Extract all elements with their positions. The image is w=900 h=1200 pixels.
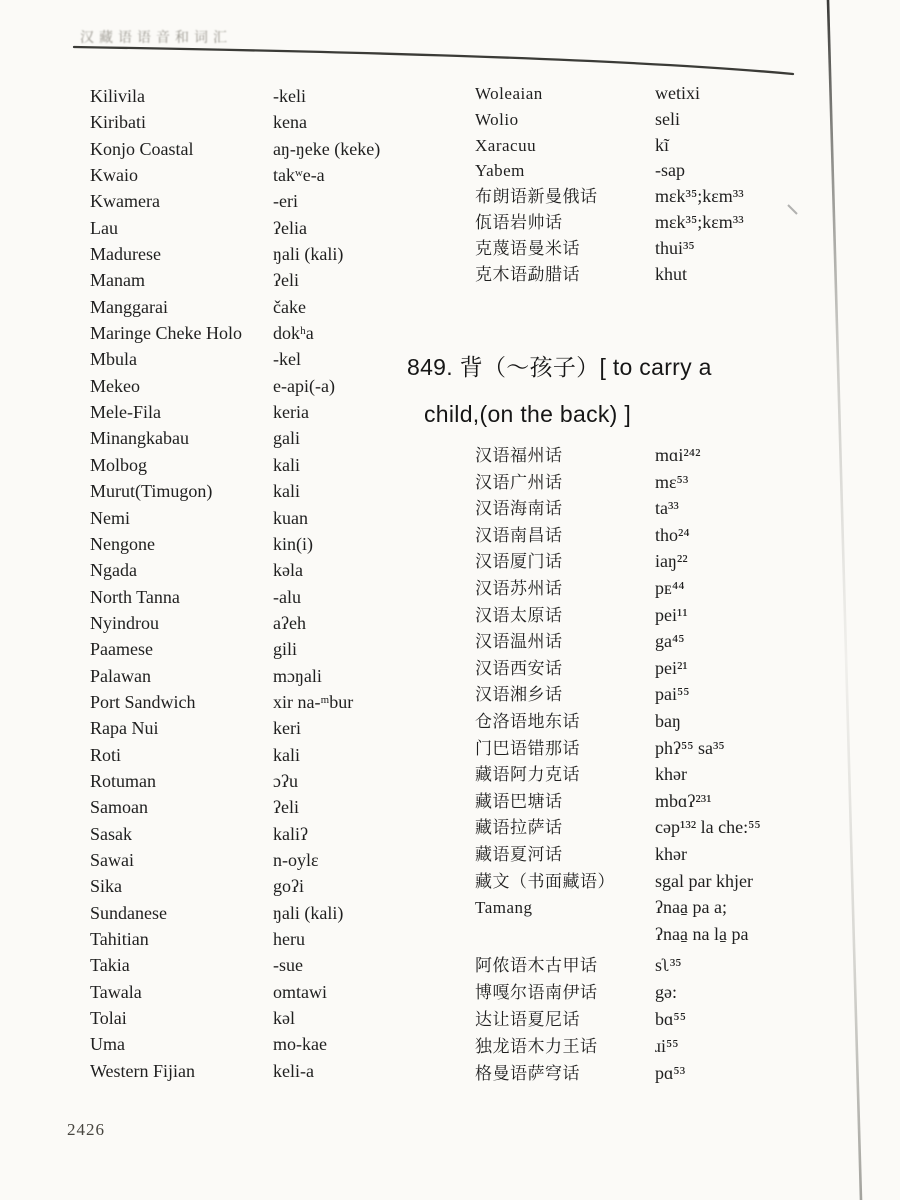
form-value: keria <box>273 402 309 423</box>
entry-row <box>90 557 380 583</box>
language-name: Sika <box>90 876 123 897</box>
language-name: Kwaio <box>90 165 138 186</box>
language-name: 藏文（书面藏语） <box>475 871 615 891</box>
language-name: Nemi <box>90 507 130 528</box>
form-value: pei¹¹ <box>655 604 688 625</box>
form-value: ʔeli <box>273 797 299 818</box>
language-name: Manggarai <box>90 296 168 317</box>
form-value: kĩ <box>655 134 670 155</box>
language-name: Lau <box>90 217 118 238</box>
entry-row <box>90 531 380 557</box>
entry-row <box>475 522 761 549</box>
language-name: Samoan <box>90 797 148 818</box>
form-value: pei²¹ <box>655 657 688 678</box>
form-value: ta³³ <box>655 498 679 519</box>
entry-row <box>475 1060 686 1087</box>
entry-row <box>90 663 380 689</box>
entry-row <box>475 442 761 469</box>
form-value: seli <box>655 108 680 129</box>
language-name: Nengone <box>90 533 155 554</box>
form-value: e-api(-a) <box>273 375 335 396</box>
entry-row <box>90 715 380 741</box>
language-name: 布朗语新曼俄话 <box>475 187 598 207</box>
language-name: Uma <box>90 1034 125 1055</box>
language-name: 格曼语萨穹话 <box>475 1064 580 1083</box>
language-name: 汉语温州话 <box>475 632 563 652</box>
language-name: 汉语西安话 <box>475 658 563 678</box>
left-column <box>90 83 380 1084</box>
entry-row <box>475 735 761 762</box>
language-name: Rotuman <box>90 770 156 791</box>
form-value: ʔnaa̱ na la̱ pa <box>655 923 749 944</box>
language-name: Konjo Coastal <box>90 138 194 159</box>
form-value: dokʰa <box>273 323 314 344</box>
language-name: Kilivila <box>90 86 145 106</box>
language-name: 藏语夏河话 <box>475 844 563 864</box>
entry-row <box>475 655 761 682</box>
form-value: mbɑʔ²³¹ <box>655 790 712 811</box>
entry-row <box>90 794 380 820</box>
entry-row <box>90 136 380 162</box>
form-value: ga⁴⁵ <box>655 631 685 652</box>
entry-row <box>475 575 761 602</box>
entry-row <box>90 952 380 978</box>
language-name: 汉语海南话 <box>475 499 563 519</box>
form-value: ŋali (kali) <box>273 902 344 923</box>
form-value: mɛ⁵³ <box>655 471 689 492</box>
entry-row <box>90 320 380 346</box>
form-value: heru <box>273 929 305 949</box>
form-value: mɔŋali <box>273 665 322 686</box>
form-value: mɛk³⁵;kɛm³³ <box>655 186 744 207</box>
entry-row <box>90 452 380 478</box>
language-name: 克木语勐腊话 <box>475 264 580 284</box>
form-value: omtawi <box>273 981 327 1002</box>
form-value: n-oylɛ <box>273 849 319 870</box>
language-name: Port Sandwich <box>90 691 196 712</box>
entry-row <box>90 399 380 425</box>
entry-row <box>90 821 380 847</box>
language-name: 佤语岩帅话 <box>475 212 563 232</box>
language-name: North Tanna <box>90 586 180 607</box>
language-name: Tawala <box>90 981 142 1002</box>
language-name: Tahitian <box>90 929 149 949</box>
header-rule-line <box>74 47 793 74</box>
entry-row <box>475 952 686 979</box>
form-value: sʅ³⁵ <box>655 955 682 975</box>
entry-row <box>475 841 761 868</box>
form-value: -kel <box>273 349 301 370</box>
entry-row <box>475 979 686 1006</box>
form-value: xir na-ᵐbur <box>273 691 354 712</box>
language-name: 克蔑语曼米话 <box>475 238 580 258</box>
entry-row <box>90 742 380 768</box>
entry-row <box>475 708 761 735</box>
running-header: 汉藏语语音和词汇 <box>80 31 232 46</box>
form-value: khər <box>655 843 687 864</box>
language-name: 汉语苏州话 <box>475 578 563 598</box>
entry-row <box>90 873 380 899</box>
language-name: 阿侬语木古甲话 <box>475 956 598 975</box>
language-name: Maringe Cheke Holo <box>90 323 242 344</box>
entry-row <box>475 628 761 655</box>
language-name: 汉语太原话 <box>475 605 563 625</box>
form-value: -eri <box>273 191 298 212</box>
form-value: kəl <box>273 1008 295 1029</box>
entry-row <box>475 469 761 496</box>
entry-row <box>90 1005 380 1031</box>
language-name: Tamang <box>475 898 533 918</box>
entry-heading-line2: child,(on the back) ] <box>424 401 632 427</box>
language-name: 汉语湘乡话 <box>475 685 563 705</box>
language-name: 藏语巴塘话 <box>475 791 563 811</box>
form-value: baŋ <box>655 710 681 731</box>
form-value: gə: <box>655 982 677 1002</box>
entry-row <box>475 133 744 159</box>
language-name: Tolai <box>90 1008 127 1029</box>
entry-row <box>475 894 761 921</box>
language-name: Roti <box>90 744 122 765</box>
entry-row <box>90 294 380 320</box>
entry-row <box>475 210 744 236</box>
entry-row <box>475 1033 686 1060</box>
form-value: kali <box>273 454 300 475</box>
page-edge-line <box>828 0 861 1200</box>
form-value: ʔeli <box>273 270 299 291</box>
form-value: čake <box>273 296 306 317</box>
entry-row <box>90 188 380 214</box>
language-name: Sasak <box>90 823 132 844</box>
form-value: khər <box>655 764 687 785</box>
entry-row <box>90 505 380 531</box>
ink-speck <box>788 205 797 214</box>
entry-row <box>475 921 761 948</box>
right-column-top <box>475 81 744 287</box>
form-value: keri <box>273 718 301 739</box>
language-name: 汉语南昌话 <box>475 525 563 545</box>
language-name: Western Fijian <box>90 1060 196 1081</box>
language-name: 博嘎尔语南伊话 <box>475 983 598 1002</box>
entry-row <box>475 602 761 629</box>
entry-row <box>90 610 380 636</box>
entry-row <box>90 109 380 135</box>
entry-row <box>475 107 744 133</box>
entry-row <box>90 1031 380 1057</box>
entry-row <box>475 158 744 184</box>
entry-row <box>90 979 380 1005</box>
form-value: iaŋ²² <box>655 551 688 572</box>
entry-row <box>90 478 380 504</box>
language-name: Rapa Nui <box>90 718 159 739</box>
form-value: ʔnaa̱ pa a; <box>655 897 727 918</box>
entry-row <box>90 636 380 662</box>
form-value: gali <box>273 428 300 449</box>
language-name: 汉语厦门话 <box>475 552 563 572</box>
form-value: kali <box>273 744 300 765</box>
language-name: 汉语广州话 <box>475 472 563 492</box>
entry-row <box>90 926 380 952</box>
language-name: Mbula <box>90 349 137 370</box>
form-value: keli-a <box>273 1060 314 1081</box>
language-name: Molbog <box>90 454 148 475</box>
form-value: ɔʔu <box>273 770 298 791</box>
form-value: tho²⁴ <box>655 524 690 545</box>
form-value: goʔi <box>273 876 304 897</box>
entry-row <box>90 267 380 293</box>
form-value: pai⁵⁵ <box>655 684 690 705</box>
entry-row <box>90 373 380 399</box>
language-name: Mele-Fila <box>90 402 161 423</box>
entry-row <box>90 847 380 873</box>
language-name: Yabem <box>475 161 525 181</box>
entry-row <box>475 761 761 788</box>
form-value: kuan <box>273 507 308 528</box>
form-value: pɑ⁵³ <box>655 1063 686 1083</box>
language-name: Manam <box>90 270 145 291</box>
form-value: -sue <box>273 955 303 976</box>
entry-row <box>475 495 761 522</box>
language-name: Palawan <box>90 665 151 686</box>
form-value: takʷe-a <box>273 165 325 186</box>
form-value: phʔ⁵⁵ sa³⁵ <box>655 737 725 758</box>
language-name: Madurese <box>90 244 161 265</box>
entry-row <box>90 241 380 267</box>
language-name: Xaracuu <box>475 135 537 155</box>
entry-row <box>90 346 380 372</box>
language-name: Paamese <box>90 639 153 660</box>
form-value: aŋ-ŋeke (keke) <box>273 138 381 159</box>
language-name: Ngada <box>90 560 137 581</box>
language-name: Nyindrou <box>90 612 159 633</box>
form-value: cəp¹³² la che:⁵⁵ <box>655 817 761 838</box>
form-value: kena <box>273 112 307 133</box>
language-name: 达让语夏尼话 <box>475 1010 580 1029</box>
language-name: 独龙语木力王话 <box>475 1037 598 1056</box>
entry-row <box>475 262 744 288</box>
page-number: 2426 <box>67 1120 105 1139</box>
form-value: kaliʔ <box>273 823 308 844</box>
entry-row <box>90 425 380 451</box>
form-value: -alu <box>273 586 301 607</box>
entry-row <box>90 689 380 715</box>
entry-row <box>475 788 761 815</box>
form-value: bɑ⁵⁵ <box>655 1009 686 1029</box>
form-value: mɛk³⁵;kɛm³³ <box>655 211 744 232</box>
form-value: khut <box>655 263 688 284</box>
language-name: Minangkabau <box>90 428 189 449</box>
entry-row <box>475 184 744 210</box>
form-value: mɑi²⁴² <box>655 445 701 465</box>
form-value: gili <box>273 639 298 660</box>
entry-row <box>475 868 761 895</box>
form-value: mo-kae <box>273 1034 327 1055</box>
language-name: Takia <box>90 955 130 976</box>
language-name: Murut(Timugon) <box>90 481 213 502</box>
form-value: aʔeh <box>273 612 306 633</box>
form-value: pᴇ⁴⁴ <box>655 577 685 598</box>
form-value: sgal par khjer <box>655 870 753 891</box>
entry-row <box>90 768 380 794</box>
entry-row <box>475 681 761 708</box>
form-value: ʔelia <box>273 217 307 238</box>
form-value: kali <box>273 481 300 502</box>
language-name: 藏语拉萨话 <box>475 818 563 838</box>
form-value: thui³⁵ <box>655 237 695 258</box>
right-column-bottom <box>475 952 686 1087</box>
form-value: ŋali (kali) <box>273 244 344 265</box>
language-name: Sundanese <box>90 902 167 923</box>
form-value: -keli <box>273 86 306 106</box>
entry-row <box>475 1006 686 1033</box>
language-name: Mekeo <box>90 375 140 396</box>
form-value: -sap <box>655 160 685 181</box>
language-name: Wolio <box>475 109 519 129</box>
entry-row <box>475 548 761 575</box>
entry-row <box>90 215 380 241</box>
entry-row <box>475 81 744 107</box>
language-name: 汉语福州话 <box>475 446 563 465</box>
language-name: 门巴语错那话 <box>475 738 580 758</box>
form-value: kin(i) <box>273 533 313 554</box>
form-value: ɹi⁵⁵ <box>655 1036 679 1056</box>
language-name: Woleaian <box>475 84 543 103</box>
entry-row <box>475 236 744 262</box>
entry-row <box>90 584 380 610</box>
entry-row <box>90 1058 380 1084</box>
entry-row <box>475 814 761 841</box>
form-value: wetixi <box>655 83 700 103</box>
form-value: kəla <box>273 560 303 581</box>
right-column-mid <box>475 442 761 947</box>
language-name: Sawai <box>90 849 134 870</box>
entry-row <box>90 900 380 926</box>
entry-row <box>90 162 380 188</box>
language-name: Kwamera <box>90 191 160 212</box>
language-name: 藏语阿力克话 <box>475 765 580 785</box>
entry-heading-line1: 849. 背（～孩子）[ to carry a <box>407 354 712 380</box>
entry-row <box>90 83 380 109</box>
language-name: 仓洛语地东话 <box>475 711 580 731</box>
language-name: Kiribati <box>90 112 146 133</box>
